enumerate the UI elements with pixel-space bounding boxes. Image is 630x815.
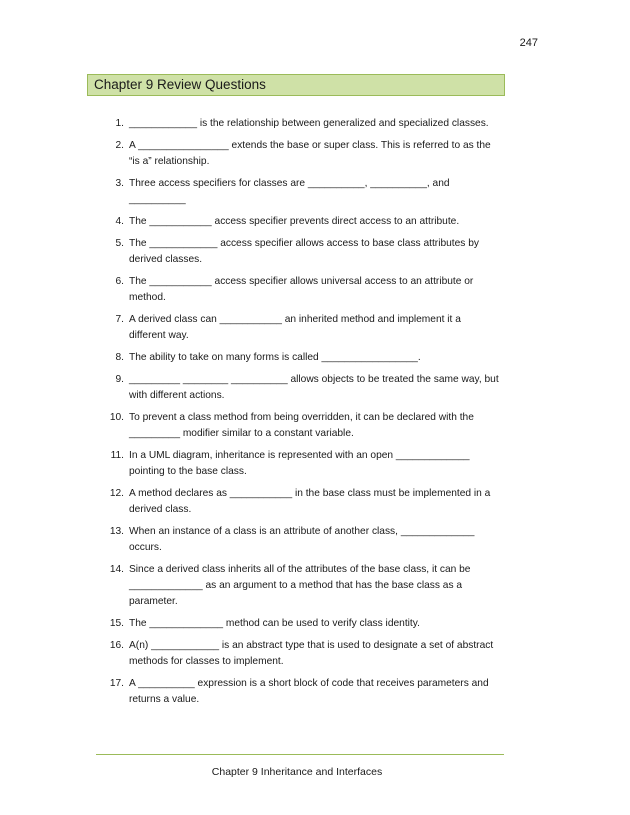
question-text: _________ ________ __________ allows objects to be treated the same way, but with different actions. xyxy=(129,374,499,401)
question-number: 5. xyxy=(115,238,124,249)
question-text: A method declares as ___________ in the base class must be implemented in a derived class. xyxy=(129,488,491,515)
question-item xyxy=(0,372,630,404)
question-item xyxy=(0,676,630,708)
question-text: A derived class can ___________ an inherited method and implement it a different way. xyxy=(129,314,461,341)
question-item xyxy=(0,176,630,208)
question-number: 8. xyxy=(115,352,124,363)
question-item xyxy=(0,214,630,230)
question-number: 14. xyxy=(109,564,124,575)
question-text: To prevent a class method from being overridden, it can be declared with the _________ modifier similar to a constant variable. xyxy=(129,412,474,439)
question-item xyxy=(0,312,630,344)
question-number: 10. xyxy=(109,412,124,423)
question-number: 6. xyxy=(115,276,124,287)
question-number: 9. xyxy=(115,374,124,385)
question-number: 15. xyxy=(109,618,124,629)
question-text: The _____________ method can be used to verify class identity. xyxy=(129,618,420,629)
question-number: 13. xyxy=(109,526,124,537)
question-item xyxy=(0,616,630,632)
question-item xyxy=(0,274,630,306)
question-item xyxy=(0,138,630,170)
question-number: 4. xyxy=(115,216,124,227)
question-text: The ___________ access specifier allows universal access to an attribute or method. xyxy=(129,276,474,303)
question-text: A ________________ extends the base or super class. This is referred to as the “is a” relationship. xyxy=(129,140,491,167)
question-number: 7. xyxy=(115,314,124,325)
question-number: 12. xyxy=(109,488,124,499)
question-number: 1. xyxy=(115,118,124,129)
question-item xyxy=(0,486,630,518)
question-text: The ___________ access specifier prevents direct access to an attribute. xyxy=(129,216,460,227)
question-text: A(n) ____________ is an abstract type that is used to designate a set of abstract methods for classes to implement. xyxy=(129,640,494,667)
question-item xyxy=(0,562,630,610)
question-number: 17. xyxy=(109,678,124,689)
question-number: 16. xyxy=(109,640,124,651)
review-questions-list xyxy=(0,116,630,714)
question-item xyxy=(0,638,630,670)
question-text: Since a derived class inherits all of the attributes of the base class, it can be _____________ as an argument to a method that has the base class as a parameter. xyxy=(129,564,471,607)
section-title: Chapter 9 Review Questions xyxy=(87,74,505,96)
question-item xyxy=(0,116,630,132)
question-text: The ____________ access specifier allows access to base class attributes by derived classes. xyxy=(129,238,479,265)
question-item xyxy=(0,236,630,268)
question-text: ____________ is the relationship between generalized and specialized classes. xyxy=(129,118,489,129)
question-number: 3. xyxy=(115,178,124,189)
question-item xyxy=(0,350,630,366)
footer-divider xyxy=(96,754,504,755)
question-text: Three access specifiers for classes are __________, __________, and __________ xyxy=(129,178,450,205)
page-number: 247 xyxy=(519,37,538,49)
question-text: The ability to take on many forms is called _________________. xyxy=(129,352,421,363)
footer-chapter-title: Chapter 9 Inheritance and Interfaces xyxy=(211,766,383,778)
question-text: When an instance of a class is an attribute of another class, _____________ occurs. xyxy=(129,526,475,553)
question-text: A __________ expression is a short block of code that receives parameters and returns a value. xyxy=(129,678,489,705)
question-text: In a UML diagram, inheritance is represented with an open _____________ pointing to the base class. xyxy=(129,450,470,477)
question-number: 2. xyxy=(115,140,124,151)
question-number: 11. xyxy=(110,450,124,461)
question-item xyxy=(0,524,630,556)
question-item xyxy=(0,448,630,480)
question-item xyxy=(0,410,630,442)
